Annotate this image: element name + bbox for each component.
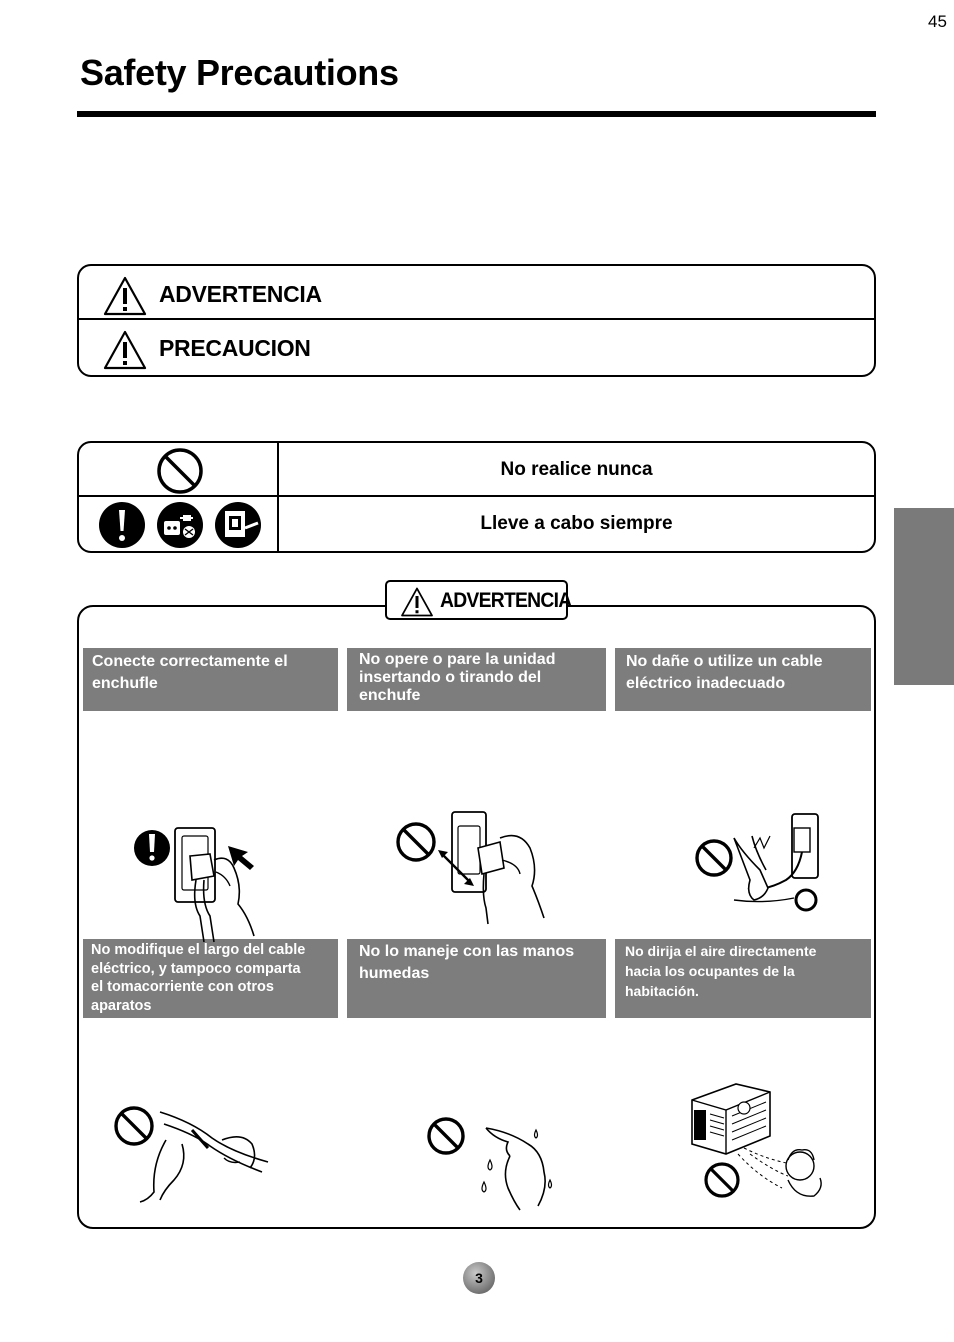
signal-label-precaucion: PRECAUCION — [159, 335, 311, 361]
item-header-no-modify-cable: No modifique el largo del cable eléctrico, y tampoco comparta el tomacorriente con otros aparatos — [83, 939, 338, 1018]
cable-splice-illustration — [112, 1104, 272, 1204]
item-header-no-wet-hands: No lo maneje con las manos humedas — [347, 939, 606, 1018]
symbol-label-always: Lleve a cabo siempre — [480, 513, 673, 534]
symbol-label-never: No realice nunca — [500, 459, 653, 480]
title-rule — [77, 111, 876, 117]
ground-outlet-icon — [214, 501, 262, 549]
item-header-no-direct-air: No dirija el aire directamente hacia los ocupantes de la habitación. — [615, 939, 871, 1018]
warning-triangle-icon — [103, 276, 147, 316]
symbol-legend — [77, 441, 876, 553]
symbol-row-always — [79, 497, 874, 551]
signal-row-advertencia — [79, 266, 874, 320]
warning-triangle-icon — [399, 587, 435, 617]
cable-damage-illustration — [694, 808, 834, 918]
air-direction-illustration — [688, 1080, 830, 1202]
wet-hand-illustration — [424, 1116, 564, 1211]
section-tab — [894, 508, 954, 685]
signal-label-advertencia: ADVERTENCIA — [159, 281, 322, 307]
mandatory-exclamation-icon — [98, 501, 146, 549]
symbol-divider — [277, 443, 279, 551]
page-badge: 3 — [463, 1262, 495, 1294]
plug-pull-illustration — [392, 808, 552, 928]
panel-tag-label: ADVERTENCIA — [440, 589, 572, 612]
item-header-no-damaged-cable: No dañe o utilize un cable eléctrico inadecuado — [615, 648, 871, 711]
prohibition-icon — [156, 447, 204, 495]
item-header-plug-properly: Conecte correctamente el enchufle — [83, 648, 338, 711]
unplug-icon — [156, 501, 204, 549]
warning-triangle-icon — [103, 330, 147, 370]
panel-tag — [385, 580, 572, 620]
symbol-row-never — [79, 443, 874, 497]
plug-insert-illustration — [130, 824, 270, 944]
signal-row-precaucion — [79, 320, 874, 374]
signal-words-box — [77, 264, 876, 377]
page-number: 45 — [928, 12, 947, 31]
item-header-no-plug-operation: No opere o pare la unidad insertando o tirando del enchufe — [347, 648, 606, 711]
page-title: Safety Precautions — [80, 52, 399, 93]
